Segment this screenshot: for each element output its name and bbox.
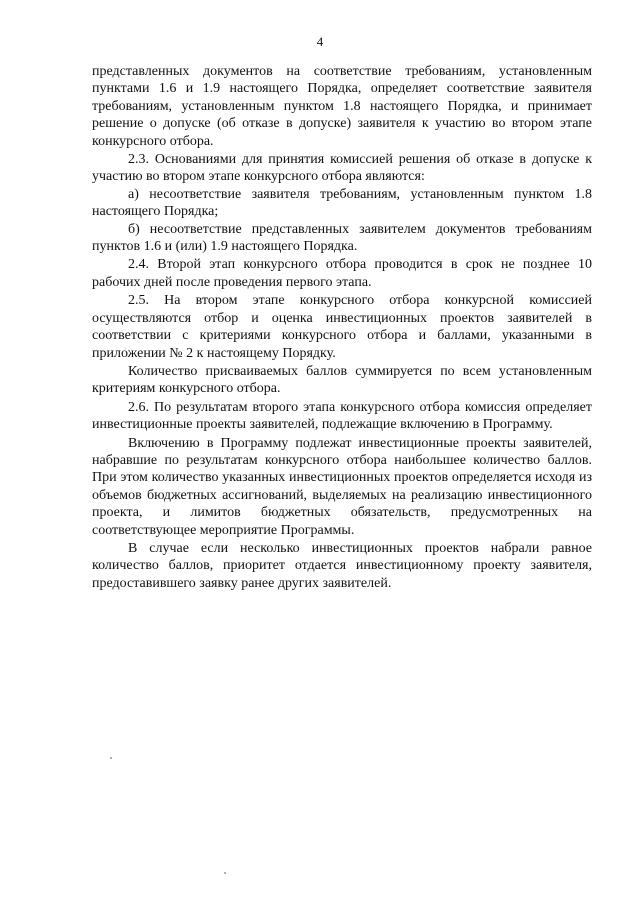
page-number: 4: [316, 34, 324, 49]
paragraph-equal-points: В случае если несколько инвестиционных проектов набрали равное количество баллов, приоритет отдается инвестиционному проекту заявителя, предоставившего заявку ранее других заявителей.: [92, 540, 592, 591]
paragraph-2-5: 2.5. На втором этапе конкурсного отбора конкурсной комиссией осуществляются отбор и оценка инвестиционных проектов заявителей в соответствии с критериями конкурсного отбора и баллами, указанными в приложении № 2 к настоящему Порядку.: [92, 293, 592, 361]
paragraph-2-4: 2.4. Второй этап конкурсного отбора проводится в срок не позднее 10 рабочих дней после проведения первого этапа.: [92, 257, 592, 290]
paragraph-2-3-a: а) несоответствие заявителя требованиям, установленным пунктом 1.8 настоящего Порядка;: [92, 186, 592, 220]
scan-speck: [224, 872, 226, 874]
paragraph-2-3: 2.3. Основаниями для принятия комиссией решения об отказе в допуске к участию во втором этапе конкурсного отбора являются:: [92, 152, 592, 185]
paragraph-2-3-b: б) несоответствие представленных заявителем документов требованиям пунктов 1.6 и (или) 1.9 настоящего Порядка.: [92, 221, 592, 255]
paragraph-points-sum: Количество присваиваемых баллов суммируется по всем установленным критериям конкурсного отбора.: [92, 363, 592, 397]
scan-speck: [110, 757, 112, 759]
document-body: [92, 63, 592, 592]
paragraph-inclusion: Включению в Программу подлежат инвестиционные проекты заявителей, набравшие по результатам конкурсного отбора наибольшее количество баллов. При этом количество указанных инвестиционных проектов определяется исходя из объемов бюджетных ассигнований, выделяемых на реализацию инвестиционного проекта, и лимитов бюджетных обязательств, предусмотренных на соответствующее мероприятие Программы.: [92, 435, 592, 538]
paragraph-2-6: 2.6. По результатам второго этапа конкурсного отбора комиссия определяет инвестиционные проекты заявителей, подлежащие включению в Программу.: [92, 399, 592, 433]
paragraph-continuation: представленных документов на соответствие требованиям, установленным пунктами 1.6 и 1.9 настоящего Порядка, определяет соответствие заявителя требованиям, установленным пунктом 1.8 настоящего Порядка, и принимает решение о допуске (об отказе в допуске) заявителя к участию во втором этапе конкурсного отбора.: [92, 64, 592, 149]
